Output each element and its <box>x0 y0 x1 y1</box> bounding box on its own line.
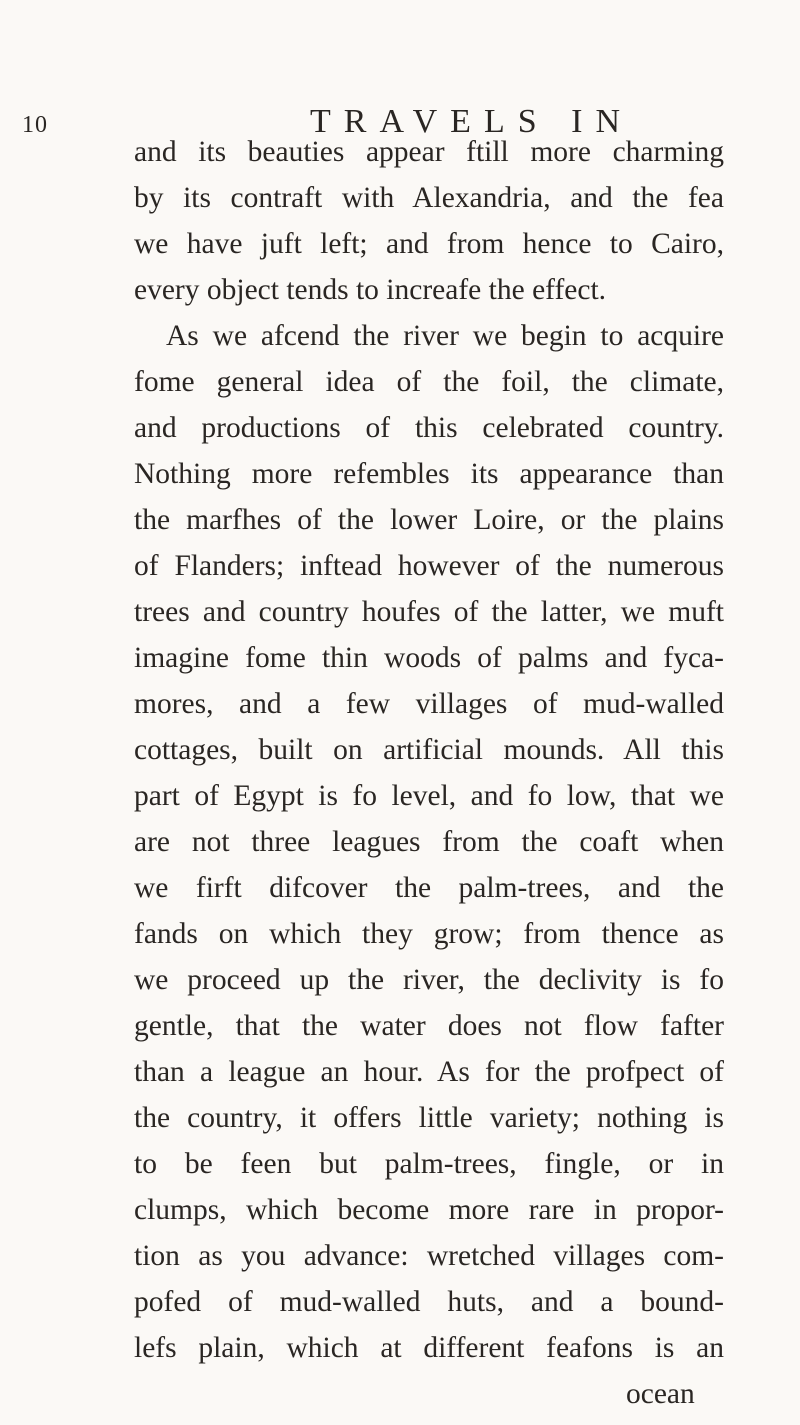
text-line: the marfhes of the lower Loire, or the plains <box>134 504 724 536</box>
page-number: 10 <box>22 112 48 138</box>
text-line: are not three leagues from the coaft when <box>134 826 724 858</box>
text-line: lefs plain, which at different feafons is an <box>134 1332 724 1364</box>
text-line: we firft difcover the palm-trees, and the <box>134 872 724 904</box>
text-line: clumps, which become more rare in propor- <box>134 1194 724 1226</box>
text-line: imagine fome thin woods of palms and fyca- <box>134 642 724 674</box>
text-line: part of Egypt is fo level, and fo low, that we <box>134 780 724 812</box>
text-line: trees and country houfes of the latter, we muft <box>134 596 724 628</box>
text-line: of Flanders; inftead however of the numerous <box>134 550 724 582</box>
text-line: by its contraft with Alexandria, and the fea <box>134 182 724 214</box>
text-line: pofed of mud-walled huts, and a bound- <box>134 1286 724 1318</box>
text-line: we have juft left; and from hence to Cairo, <box>134 228 724 260</box>
text-line: fands on which they grow; from thence as <box>134 918 724 950</box>
text-line: Nothing more refembles its appearance than <box>134 458 724 490</box>
text-line: mores, and a few villages of mud-walled <box>134 688 724 720</box>
catchword: ocean <box>626 1378 695 1410</box>
text-line: and its beauties appear ftill more charming <box>134 136 724 168</box>
text-line: gentle, that the water does not flow fafter <box>134 1010 724 1042</box>
text-line: to be feen but palm-trees, fingle, or in <box>134 1148 724 1180</box>
text-line: tion as you advance: wretched villages com- <box>134 1240 724 1272</box>
text-line: cottages, built on artificial mounds. All this <box>134 734 724 766</box>
text-line: than a league an hour. As for the profpect of <box>134 1056 724 1088</box>
text-line: and productions of this celebrated country. <box>134 412 724 444</box>
text-line: fome general idea of the foil, the climate, <box>134 366 724 398</box>
text-line: every object tends to increafe the effect. <box>134 274 607 306</box>
text-line: we proceed up the river, the declivity is fo <box>134 964 724 996</box>
text-line: the country, it offers little variety; nothing is <box>134 1102 724 1134</box>
running-head: TRAVELS IN <box>310 103 633 140</box>
text-line: As we afcend the river we begin to acquire <box>166 320 724 352</box>
